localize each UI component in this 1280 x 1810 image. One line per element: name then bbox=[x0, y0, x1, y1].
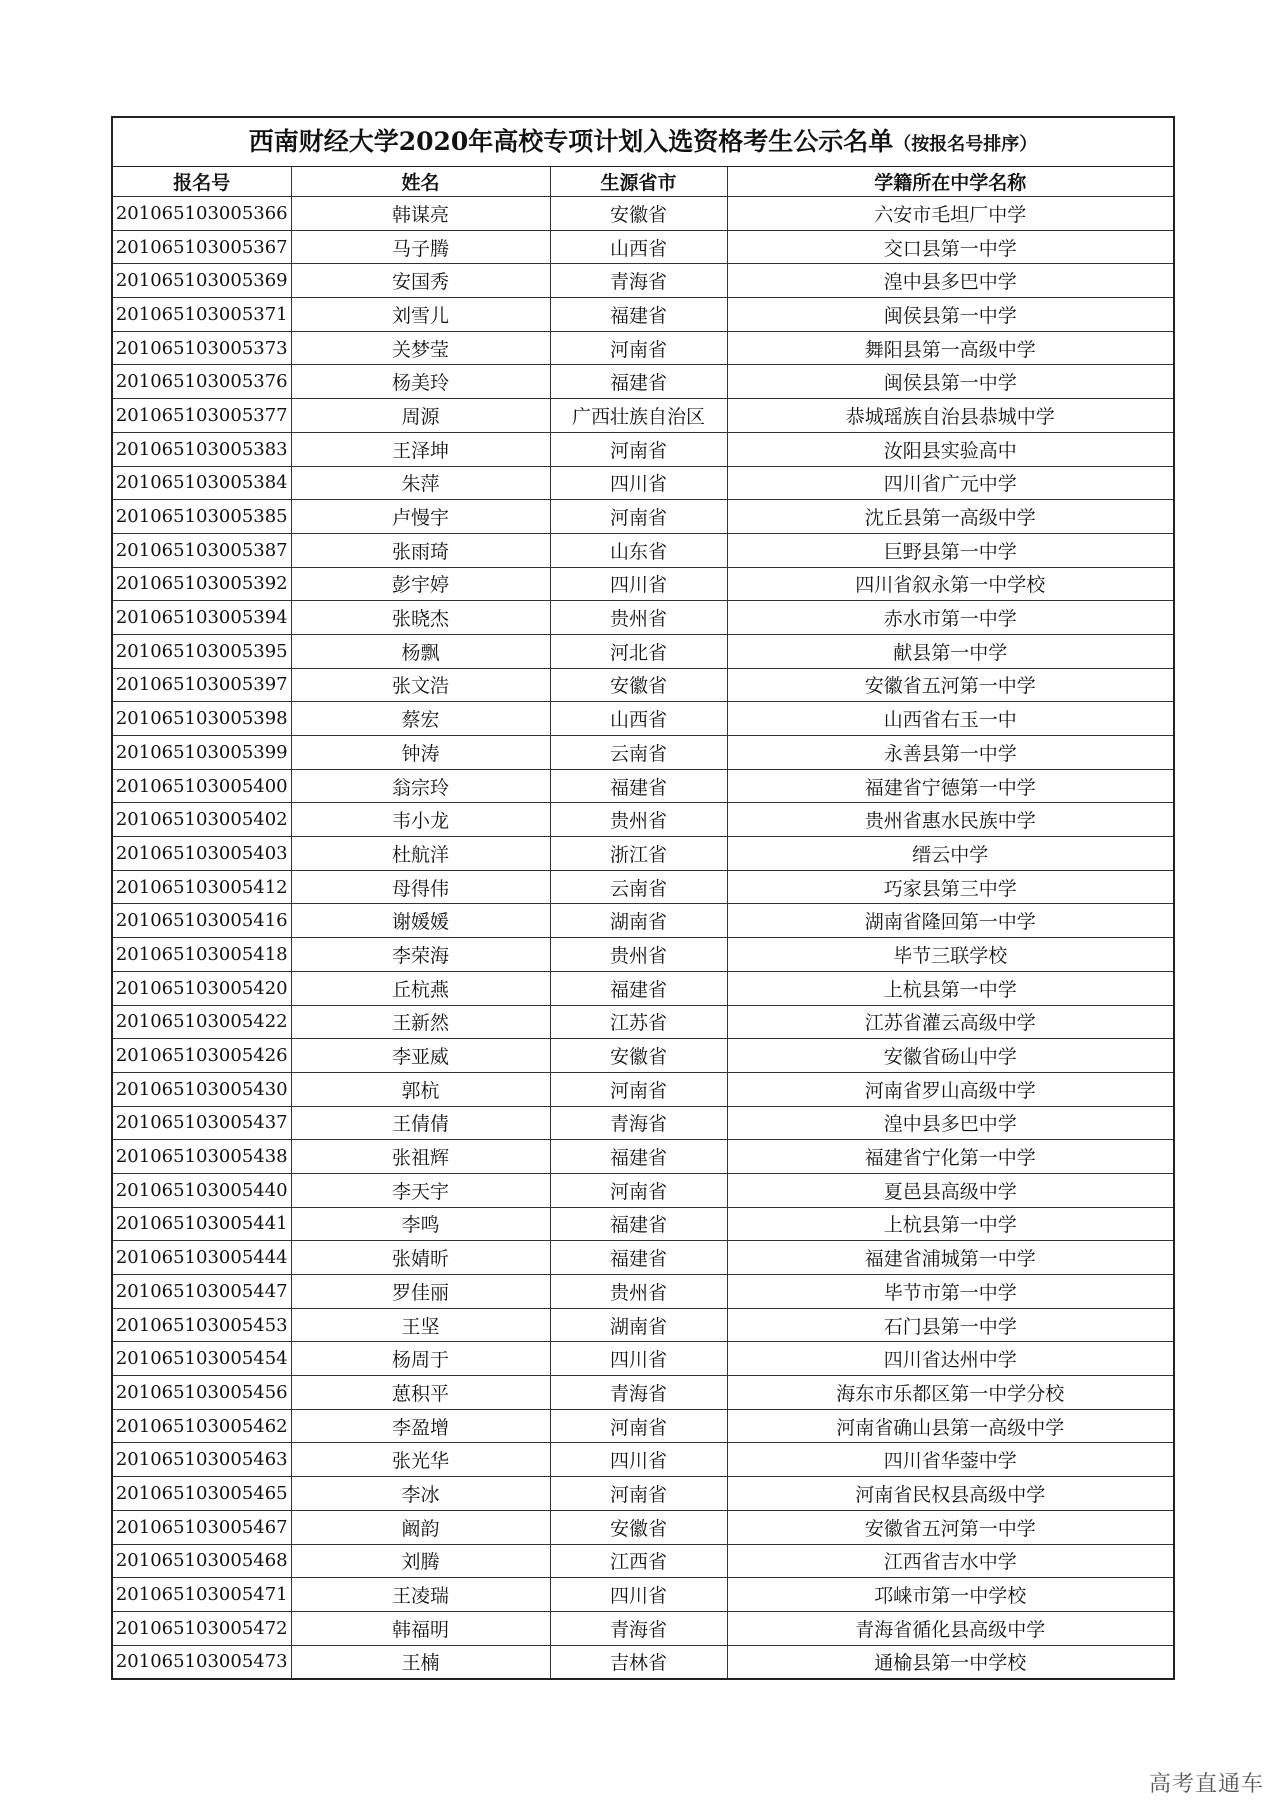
cell-student-name: 关梦莹 bbox=[291, 331, 550, 365]
cell-school-name: 夏邑县高级中学 bbox=[727, 1173, 1173, 1207]
table-row bbox=[113, 1207, 1173, 1241]
table-row bbox=[113, 1342, 1173, 1376]
table-body bbox=[113, 197, 1173, 1679]
cell-student-name: 刘腾 bbox=[291, 1544, 550, 1578]
cell-registration-id: 201065103005422 bbox=[113, 1005, 291, 1039]
cell-school-name: 闽侯县第一中学 bbox=[727, 298, 1173, 332]
cell-registration-id: 201065103005398 bbox=[113, 702, 291, 736]
cell-student-name: 谢媛媛 bbox=[291, 904, 550, 938]
cell-province: 浙江省 bbox=[550, 837, 727, 871]
table-row bbox=[113, 1039, 1173, 1073]
cell-registration-id: 201065103005402 bbox=[113, 803, 291, 837]
cell-school-name: 汝阳县实验高中 bbox=[727, 432, 1173, 466]
table-row bbox=[113, 702, 1173, 736]
table-row bbox=[113, 736, 1173, 770]
cell-school-name: 江苏省灌云高级中学 bbox=[727, 1005, 1173, 1039]
cell-registration-id: 201065103005371 bbox=[113, 298, 291, 332]
table-row bbox=[113, 601, 1173, 635]
cell-student-name: 彭宇婷 bbox=[291, 567, 550, 601]
cell-registration-id: 201065103005454 bbox=[113, 1342, 291, 1376]
table-row bbox=[113, 1173, 1173, 1207]
cell-school-name: 巨野县第一中学 bbox=[727, 533, 1173, 567]
cell-province: 江西省 bbox=[550, 1544, 727, 1578]
cell-student-name: 张晓杰 bbox=[291, 601, 550, 635]
cell-school-name: 山西省右玉一中 bbox=[727, 702, 1173, 736]
cell-school-name: 四川省华蓥中学 bbox=[727, 1443, 1173, 1477]
table-row bbox=[113, 1072, 1173, 1106]
cell-province: 四川省 bbox=[550, 567, 727, 601]
table-row bbox=[113, 1376, 1173, 1410]
table-row bbox=[113, 1510, 1173, 1544]
cell-student-name: 张文浩 bbox=[291, 668, 550, 702]
cell-student-name: 张光华 bbox=[291, 1443, 550, 1477]
cell-province: 河南省 bbox=[550, 1409, 727, 1443]
cell-province: 广西壮族自治区 bbox=[550, 399, 727, 433]
cell-registration-id: 201065103005420 bbox=[113, 971, 291, 1005]
cell-student-name: 杜航洋 bbox=[291, 837, 550, 871]
cell-registration-id: 201065103005430 bbox=[113, 1072, 291, 1106]
cell-student-name: 安国秀 bbox=[291, 264, 550, 298]
cell-registration-id: 201065103005473 bbox=[113, 1645, 291, 1678]
cell-student-name: 李天宇 bbox=[291, 1173, 550, 1207]
table-row bbox=[113, 1409, 1173, 1443]
cell-province: 安徽省 bbox=[550, 197, 727, 231]
cell-registration-id: 201065103005444 bbox=[113, 1241, 291, 1275]
document-title bbox=[113, 118, 1173, 167]
table-row bbox=[113, 500, 1173, 534]
cell-province: 山东省 bbox=[550, 533, 727, 567]
table-row bbox=[113, 230, 1173, 264]
cell-province: 四川省 bbox=[550, 466, 727, 500]
cell-school-name: 四川省达州中学 bbox=[727, 1342, 1173, 1376]
cell-school-name: 四川省广元中学 bbox=[727, 466, 1173, 500]
cell-province: 福建省 bbox=[550, 769, 727, 803]
cell-province: 福建省 bbox=[550, 298, 727, 332]
cell-province: 安徽省 bbox=[550, 668, 727, 702]
table-row bbox=[113, 399, 1173, 433]
cell-student-name: 郭杭 bbox=[291, 1072, 550, 1106]
table-row bbox=[113, 971, 1173, 1005]
cell-school-name: 毕节三联学校 bbox=[727, 938, 1173, 972]
cell-registration-id: 201065103005397 bbox=[113, 668, 291, 702]
cell-registration-id: 201065103005416 bbox=[113, 904, 291, 938]
cell-registration-id: 201065103005403 bbox=[113, 837, 291, 871]
cell-province: 吉林省 bbox=[550, 1645, 727, 1678]
cell-school-name: 安徽省五河第一中学 bbox=[727, 668, 1173, 702]
cell-school-name: 献县第一中学 bbox=[727, 634, 1173, 668]
cell-school-name: 邛崃市第一中学校 bbox=[727, 1578, 1173, 1612]
roster-sheet bbox=[111, 116, 1175, 1680]
cell-school-name: 通榆县第一中学校 bbox=[727, 1645, 1173, 1678]
cell-province: 山西省 bbox=[550, 230, 727, 264]
cell-registration-id: 201065103005463 bbox=[113, 1443, 291, 1477]
cell-registration-id: 201065103005376 bbox=[113, 365, 291, 399]
cell-student-name: 韦小龙 bbox=[291, 803, 550, 837]
cell-school-name: 石门县第一中学 bbox=[727, 1308, 1173, 1342]
cell-student-name: 杨飘 bbox=[291, 634, 550, 668]
cell-student-name: 朱萍 bbox=[291, 466, 550, 500]
cell-registration-id: 201065103005471 bbox=[113, 1578, 291, 1612]
table-header-row bbox=[113, 167, 1173, 197]
cell-student-name: 丘杭燕 bbox=[291, 971, 550, 1005]
table-row bbox=[113, 1275, 1173, 1309]
cell-province: 福建省 bbox=[550, 971, 727, 1005]
cell-school-name: 河南省罗山高级中学 bbox=[727, 1072, 1173, 1106]
cell-province: 湖南省 bbox=[550, 1308, 727, 1342]
cell-school-name: 海东市乐都区第一中学分校 bbox=[727, 1376, 1173, 1410]
title-note: （按报名号排序） bbox=[893, 134, 1038, 155]
cell-registration-id: 201065103005441 bbox=[113, 1207, 291, 1241]
watermark-text: 高考直通车 bbox=[1148, 1772, 1264, 1797]
cell-province: 青海省 bbox=[550, 1376, 727, 1410]
cell-student-name: 卢慢宇 bbox=[291, 500, 550, 534]
table-row bbox=[113, 1544, 1173, 1578]
cell-province: 河南省 bbox=[550, 1173, 727, 1207]
cell-school-name: 上杭县第一中学 bbox=[727, 971, 1173, 1005]
cell-student-name: 李盈增 bbox=[291, 1409, 550, 1443]
cell-student-name: 王倩倩 bbox=[291, 1106, 550, 1140]
cell-province: 云南省 bbox=[550, 736, 727, 770]
cell-province: 青海省 bbox=[550, 1611, 727, 1645]
table-row bbox=[113, 264, 1173, 298]
cell-registration-id: 201065103005392 bbox=[113, 567, 291, 601]
cell-student-name: 李冰 bbox=[291, 1477, 550, 1511]
table-row bbox=[113, 1140, 1173, 1174]
cell-student-name: 阚韵 bbox=[291, 1510, 550, 1544]
cell-school-name: 湖南省隆回第一中学 bbox=[727, 904, 1173, 938]
column-header-name: 姓名 bbox=[291, 167, 550, 197]
cell-registration-id: 201065103005465 bbox=[113, 1477, 291, 1511]
cell-registration-id: 201065103005369 bbox=[113, 264, 291, 298]
cell-student-name: 葸积平 bbox=[291, 1376, 550, 1410]
cell-province: 四川省 bbox=[550, 1443, 727, 1477]
cell-registration-id: 201065103005394 bbox=[113, 601, 291, 635]
table-row bbox=[113, 466, 1173, 500]
column-header-id: 报名号 bbox=[113, 167, 291, 197]
table-row bbox=[113, 567, 1173, 601]
cell-student-name: 罗佳丽 bbox=[291, 1275, 550, 1309]
cell-student-name: 翁宗玲 bbox=[291, 769, 550, 803]
cell-province: 贵州省 bbox=[550, 938, 727, 972]
cell-registration-id: 201065103005467 bbox=[113, 1510, 291, 1544]
table-row bbox=[113, 331, 1173, 365]
table-row bbox=[113, 533, 1173, 567]
cell-school-name: 赤水市第一中学 bbox=[727, 601, 1173, 635]
cell-province: 河北省 bbox=[550, 634, 727, 668]
table-row bbox=[113, 769, 1173, 803]
cell-school-name: 江西省吉水中学 bbox=[727, 1544, 1173, 1578]
cell-student-name: 王新然 bbox=[291, 1005, 550, 1039]
table-row bbox=[113, 904, 1173, 938]
table-row bbox=[113, 365, 1173, 399]
table-row bbox=[113, 634, 1173, 668]
cell-registration-id: 201065103005472 bbox=[113, 1611, 291, 1645]
cell-school-name: 毕节市第一中学 bbox=[727, 1275, 1173, 1309]
cell-school-name: 上杭县第一中学 bbox=[727, 1207, 1173, 1241]
cell-registration-id: 201065103005437 bbox=[113, 1106, 291, 1140]
table-row bbox=[113, 1005, 1173, 1039]
table-row bbox=[113, 1578, 1173, 1612]
cell-school-name: 永善县第一中学 bbox=[727, 736, 1173, 770]
cell-registration-id: 201065103005366 bbox=[113, 197, 291, 231]
cell-province: 山西省 bbox=[550, 702, 727, 736]
cell-student-name: 王凌瑞 bbox=[291, 1578, 550, 1612]
cell-student-name: 韩谋亮 bbox=[291, 197, 550, 231]
cell-registration-id: 201065103005456 bbox=[113, 1376, 291, 1410]
cell-student-name: 母得伟 bbox=[291, 870, 550, 904]
cell-registration-id: 201065103005438 bbox=[113, 1140, 291, 1174]
cell-registration-id: 201065103005399 bbox=[113, 736, 291, 770]
title-main: 西南财经大学2020年高校专项计划入选资格考生公示名单 bbox=[248, 127, 894, 156]
cell-province: 福建省 bbox=[550, 1140, 727, 1174]
cell-student-name: 张雨琦 bbox=[291, 533, 550, 567]
cell-province: 福建省 bbox=[550, 1207, 727, 1241]
cell-student-name: 王泽坤 bbox=[291, 432, 550, 466]
cell-school-name: 六安市毛坦厂中学 bbox=[727, 197, 1173, 231]
cell-registration-id: 201065103005373 bbox=[113, 331, 291, 365]
cell-registration-id: 201065103005384 bbox=[113, 466, 291, 500]
cell-student-name: 马子腾 bbox=[291, 230, 550, 264]
cell-registration-id: 201065103005377 bbox=[113, 399, 291, 433]
cell-student-name: 韩福明 bbox=[291, 1611, 550, 1645]
cell-registration-id: 201065103005395 bbox=[113, 634, 291, 668]
table-row bbox=[113, 298, 1173, 332]
cell-registration-id: 201065103005400 bbox=[113, 769, 291, 803]
cell-school-name: 闽侯县第一中学 bbox=[727, 365, 1173, 399]
table-row bbox=[113, 432, 1173, 466]
table-row bbox=[113, 1443, 1173, 1477]
cell-student-name: 钟涛 bbox=[291, 736, 550, 770]
cell-registration-id: 201065103005383 bbox=[113, 432, 291, 466]
cell-registration-id: 201065103005412 bbox=[113, 870, 291, 904]
cell-school-name: 贵州省惠水民族中学 bbox=[727, 803, 1173, 837]
table-row bbox=[113, 837, 1173, 871]
table-row bbox=[113, 938, 1173, 972]
cell-province: 贵州省 bbox=[550, 1275, 727, 1309]
cell-school-name: 巧家县第三中学 bbox=[727, 870, 1173, 904]
cell-student-name: 李亚威 bbox=[291, 1039, 550, 1073]
cell-registration-id: 201065103005468 bbox=[113, 1544, 291, 1578]
cell-school-name: 河南省确山县第一高级中学 bbox=[727, 1409, 1173, 1443]
cell-school-name: 恭城瑶族自治县恭城中学 bbox=[727, 399, 1173, 433]
cell-province: 福建省 bbox=[550, 365, 727, 399]
cell-school-name: 缙云中学 bbox=[727, 837, 1173, 871]
table-row bbox=[113, 1241, 1173, 1275]
cell-province: 河南省 bbox=[550, 331, 727, 365]
cell-school-name: 湟中县多巴中学 bbox=[727, 264, 1173, 298]
cell-province: 贵州省 bbox=[550, 601, 727, 635]
cell-student-name: 刘雪儿 bbox=[291, 298, 550, 332]
cell-province: 青海省 bbox=[550, 264, 727, 298]
cell-school-name: 安徽省砀山中学 bbox=[727, 1039, 1173, 1073]
cell-school-name: 青海省循化县高级中学 bbox=[727, 1611, 1173, 1645]
cell-registration-id: 201065103005418 bbox=[113, 938, 291, 972]
table-row bbox=[113, 668, 1173, 702]
cell-school-name: 四川省叙永第一中学校 bbox=[727, 567, 1173, 601]
cell-school-name: 安徽省五河第一中学 bbox=[727, 1510, 1173, 1544]
cell-student-name: 杨周于 bbox=[291, 1342, 550, 1376]
table-row bbox=[113, 197, 1173, 231]
cell-registration-id: 201065103005387 bbox=[113, 533, 291, 567]
cell-registration-id: 201065103005462 bbox=[113, 1409, 291, 1443]
cell-registration-id: 201065103005447 bbox=[113, 1275, 291, 1309]
cell-province: 四川省 bbox=[550, 1342, 727, 1376]
cell-province: 安徽省 bbox=[550, 1510, 727, 1544]
table-row bbox=[113, 1477, 1173, 1511]
cell-province: 江苏省 bbox=[550, 1005, 727, 1039]
table-row bbox=[113, 1106, 1173, 1140]
cell-school-name: 沈丘县第一高级中学 bbox=[727, 500, 1173, 534]
cell-student-name: 李荣海 bbox=[291, 938, 550, 972]
cell-school-name: 福建省宁德第一中学 bbox=[727, 769, 1173, 803]
cell-province: 湖南省 bbox=[550, 904, 727, 938]
cell-province: 河南省 bbox=[550, 432, 727, 466]
cell-school-name: 河南省民权县高级中学 bbox=[727, 1477, 1173, 1511]
table-row bbox=[113, 803, 1173, 837]
table-row bbox=[113, 870, 1173, 904]
cell-registration-id: 201065103005385 bbox=[113, 500, 291, 534]
cell-school-name: 福建省浦城第一中学 bbox=[727, 1241, 1173, 1275]
table-row bbox=[113, 1645, 1173, 1678]
cell-school-name: 福建省宁化第一中学 bbox=[727, 1140, 1173, 1174]
cell-province: 青海省 bbox=[550, 1106, 727, 1140]
cell-student-name: 周源 bbox=[291, 399, 550, 433]
cell-student-name: 杨美玲 bbox=[291, 365, 550, 399]
cell-school-name: 湟中县多巴中学 bbox=[727, 1106, 1173, 1140]
cell-student-name: 张祖辉 bbox=[291, 1140, 550, 1174]
cell-province: 福建省 bbox=[550, 1241, 727, 1275]
cell-province: 河南省 bbox=[550, 1072, 727, 1106]
column-header-school: 学籍所在中学名称 bbox=[727, 167, 1173, 197]
cell-province: 贵州省 bbox=[550, 803, 727, 837]
table-row bbox=[113, 1308, 1173, 1342]
cell-registration-id: 201065103005440 bbox=[113, 1173, 291, 1207]
cell-province: 安徽省 bbox=[550, 1039, 727, 1073]
roster-table bbox=[113, 167, 1173, 1678]
cell-province: 河南省 bbox=[550, 500, 727, 534]
cell-student-name: 蔡宏 bbox=[291, 702, 550, 736]
cell-school-name: 交口县第一中学 bbox=[727, 230, 1173, 264]
column-header-province: 生源省市 bbox=[550, 167, 727, 197]
cell-registration-id: 201065103005453 bbox=[113, 1308, 291, 1342]
cell-student-name: 王楠 bbox=[291, 1645, 550, 1678]
cell-province: 四川省 bbox=[550, 1578, 727, 1612]
cell-province: 云南省 bbox=[550, 870, 727, 904]
cell-student-name: 张婧昕 bbox=[291, 1241, 550, 1275]
cell-province: 河南省 bbox=[550, 1477, 727, 1511]
cell-registration-id: 201065103005426 bbox=[113, 1039, 291, 1073]
table-row bbox=[113, 1611, 1173, 1645]
cell-school-name: 舞阳县第一高级中学 bbox=[727, 331, 1173, 365]
cell-student-name: 李鸣 bbox=[291, 1207, 550, 1241]
cell-registration-id: 201065103005367 bbox=[113, 230, 291, 264]
cell-student-name: 王坚 bbox=[291, 1308, 550, 1342]
